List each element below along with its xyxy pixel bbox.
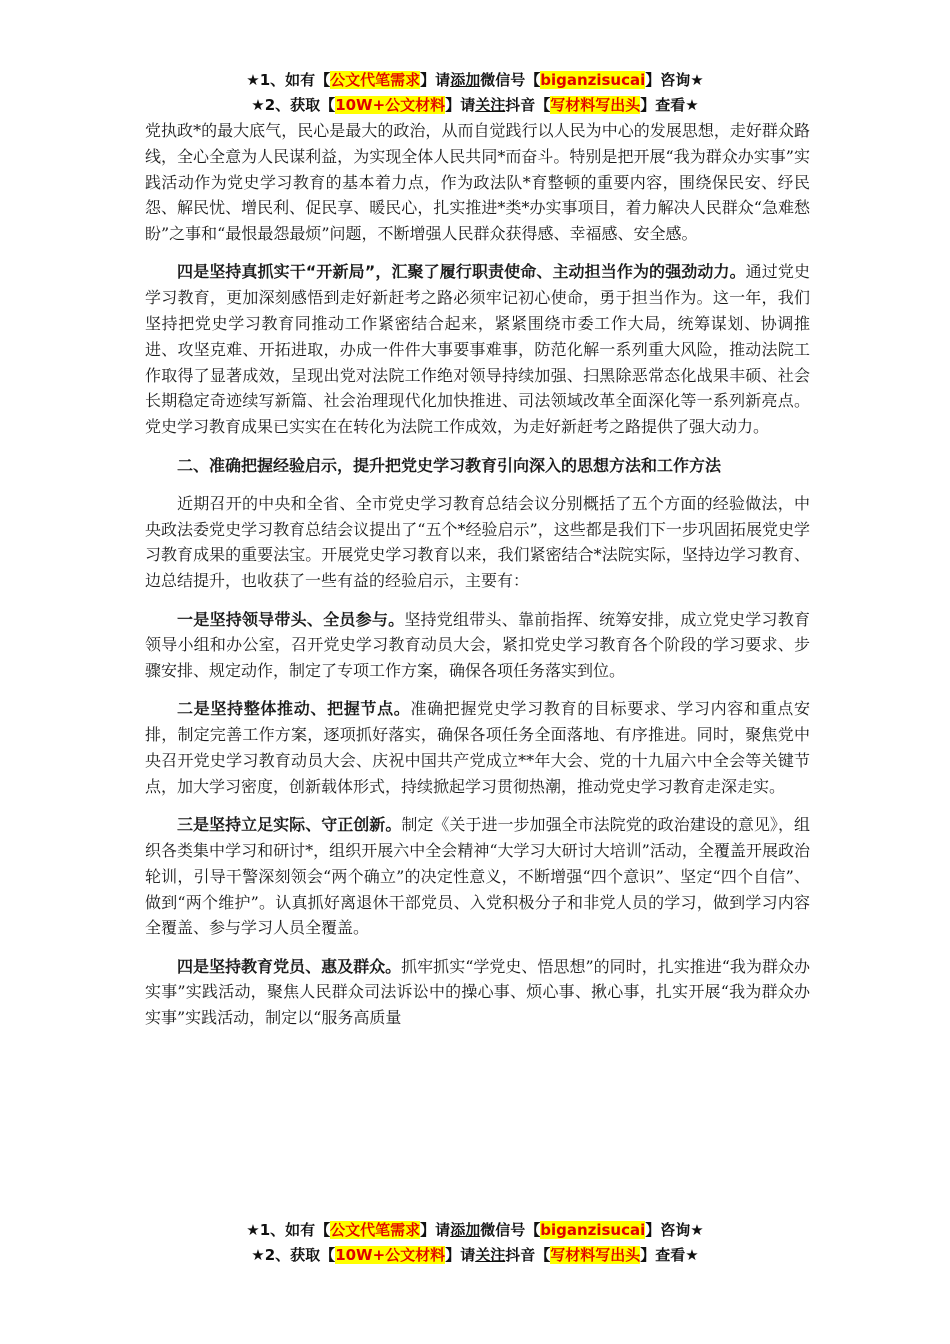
section-heading [145,453,810,479]
paragraph-lead: 三是坚持立足实际、守正创新。 [177,815,402,835]
section-heading-text: 二、准确把握经验启示，提升把党史学习教育引向深入的思想方法和工作方法 [177,455,722,475]
promo-highlight: 10W+公文材料 [335,96,446,114]
promo-text: ★1、如有【 [246,1221,331,1239]
paragraph [145,954,810,1031]
promo-text: ★2、获取【 [251,96,336,114]
promo-douyin-id: 写材料写出头 [550,96,641,114]
paragraph-text: 坚持党组带头、靠前指挥、统筹安排，成立党史学习教育领导小组和办公室，召开党史学习教育动员大会，紧扣党史学习教育各个阶段的学习要求、步骤安排、规定动作，制定了专项工作方案，确保各项任务落实到位。 [145,609,810,681]
promo-highlight: 10W+公文材料 [335,1246,446,1264]
paragraph [145,118,810,247]
promo-text: 】请 [420,71,451,89]
promo-emphasis: 关注 [475,96,506,114]
promo-text: 抖音【 [505,1246,551,1264]
paragraph [145,491,810,594]
promo-text: ★1、如有【 [246,71,331,89]
paragraph-lead: 二是坚持整体推动、把握节点。 [177,699,411,719]
promo-douyin-id: 写材料写出头 [550,1246,641,1264]
document-body [145,118,810,1044]
promo-emphasis: 添加 [450,71,481,89]
paragraph-lead: 一是坚持领导带头、全员参与。 [177,609,405,629]
promo-text: 微信号【 [480,71,541,89]
paragraph-text: 近期召开的中央和全省、全市党史学习教育总结会议分别概括了五个方面的经验做法，中央政法委党史学习教育总结会议提出了“五个*经验启示”，这些都是我们下一步巩固拓展党史学习教育成果的重要法宝。开展党史学习教育以来，我们紧密结合*法院实际，坚持边学习教育、边总结提升，也收获了一些有益的经验启示，主要有： [145,493,810,591]
paragraph [145,259,810,440]
paragraph-text: 准确把握党史学习教育的目标要求、学习内容和重点安排，制定完善工作方案，逐项抓好落实，确保各项任务全面落地、有序推进。同时，聚焦党中央召开党史学习教育动员大会、庆祝中国共产党成立**年大会、党的十九届六中全会等关键节点，加大学习密度，创新载体形式，持续掀起学习贯彻热潮，推动党史学习教育走深走实。 [145,699,810,796]
promo-text: 微信号【 [480,1221,541,1239]
promo-emphasis: 添加 [450,1221,481,1239]
promo-line-1-top [0,68,950,92]
promo-highlight: 公文代笔需求 [330,1221,421,1239]
promo-line-1-bottom [0,1218,950,1242]
paragraph-lead: 四是坚持教育党员、惠及群众。 [177,956,402,976]
promo-text: 】请 [420,1221,451,1239]
promo-text: 】请 [445,96,476,114]
paragraph-text: 抓牢抓实“学党史、悟思想”的同时，扎实推进“我为群众办实事”实践活动，聚焦人民群众司法诉讼中的操心事、烦心事、揪心事，扎实开展“我为群众办实事”实践活动，制定以“服务高质量 [145,956,810,1028]
paragraph-text: 通过党史学习教育，更加深刻感悟到走好新赶考之路必须牢记初心使命，勇于担当作为。这一年，我们坚持把党史学习教育同推动工作紧密结合起来，紧紧围绕市委工作大局，统筹谋划、协调推进、攻坚克难、开拓进取，办成一件件大事要事难事，防范化解一系列重大风险，推动法院工作取得了显著成效，呈现出党对法院工作绝对领导持续加强、扫黑除恶常态化战果丰硕、社会长期稳定奇迹续写新篇、社会治理现代化加快推进、司法领域改革全面深化等一系列新亮点。党史学习教育成果已实实在在转化为法院工作成效，为走好新赶考之路提供了强大动力。 [145,262,810,437]
paragraph-text: 党执政*的最大底气，民心是最大的政治，从而自觉践行以人民为中心的发展思想，走好群众路线，全心全意为人民谋利益，为实现全体人民共同*而奋斗。特别是把开展“我为群众办实事”实践活动作为党史学习教育的基本着力点，作为政法队*育整顿的重要内容，围绕保民安、纾民怨、解民忧、增民利、促民享、暖民心，扎实推进*类*办实事项目，着力解决人民群众“急难愁盼”之事和“最恨最怨最烦”问题，不断增强人民群众获得感、幸福感、安全感。 [145,121,810,244]
promo-text: 】咨询★ [645,1221,704,1239]
promo-line-2-top [0,93,950,117]
paragraph-lead: 四是坚持真抓实干“开新局”，汇聚了履行职责使命、主动担当作为的强劲动力。 [177,262,746,282]
promo-wechat-id: biganzisucai [540,71,646,89]
promo-highlight: 公文代笔需求 [330,71,421,89]
promo-emphasis: 关注 [475,1246,506,1264]
paragraph [145,607,810,684]
promo-line-2-bottom [0,1243,950,1267]
promo-wechat-id: biganzisucai [540,1221,646,1239]
paragraph-text: 制定《关于进一步加强全市法院党的政治建设的意见》，组织各类集中学习和研讨*，组织开展六中全会精神“大学习大研讨大培训”活动，全覆盖开展政治轮训，引导干警深刻领会“两个确立”的决定性意义，不断增强“四个意识”、坚定“四个自信”、做到“两个维护”。认真抓好离退休干部党员、入党积极分子和非党人员的学习，做到学习内容全覆盖、参与学习人员全覆盖。 [145,815,810,938]
paragraph [145,696,810,799]
promo-text: ★2、获取【 [251,1246,336,1264]
promo-text: 】查看★ [640,1246,699,1264]
promo-text: 抖音【 [505,96,551,114]
promo-text: 】咨询★ [645,71,704,89]
promo-text: 】请 [445,1246,476,1264]
promo-text: 】查看★ [640,96,699,114]
paragraph [145,812,810,941]
